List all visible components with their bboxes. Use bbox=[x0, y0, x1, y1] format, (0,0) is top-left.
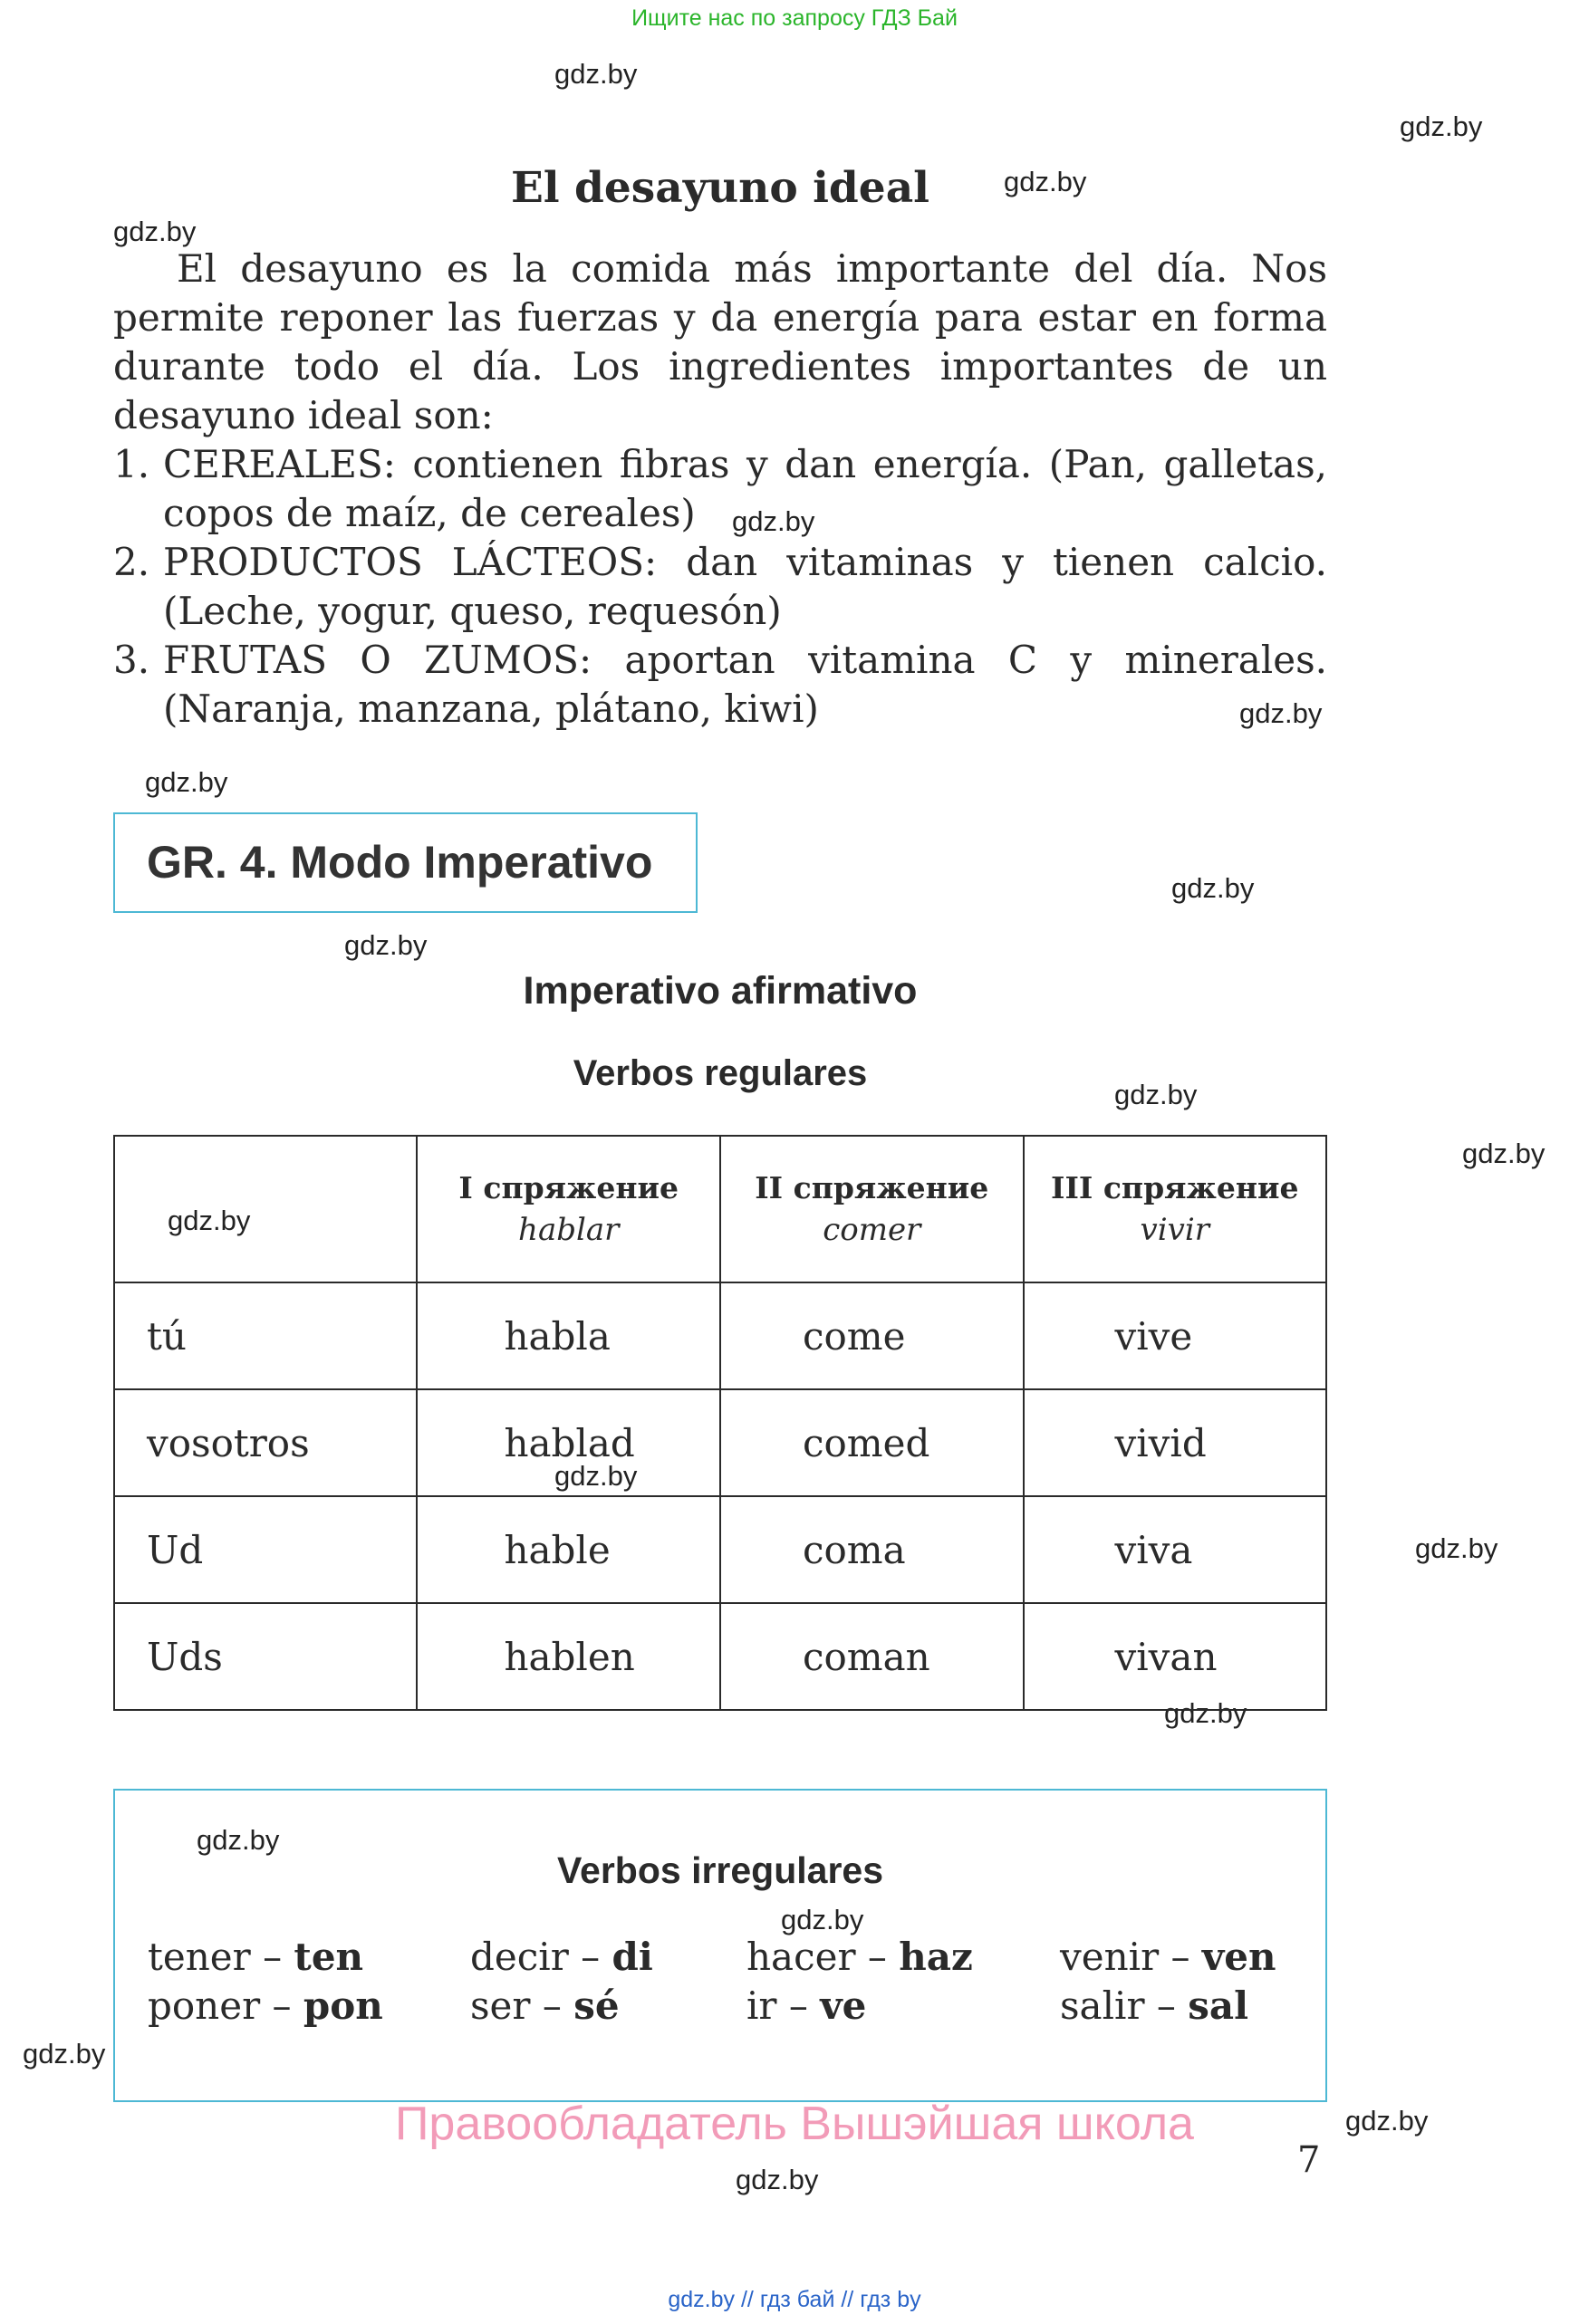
verb-form-cell: comed bbox=[720, 1389, 1024, 1496]
watermark: gdz.by bbox=[1239, 697, 1323, 729]
watermark: gdz.by bbox=[1164, 1697, 1247, 1729]
irregular-verb-pair: venir – ven bbox=[1060, 1935, 1276, 1979]
watermark: gdz.by bbox=[168, 1205, 251, 1236]
list-number: 1. bbox=[113, 442, 150, 486]
watermark: gdz.by bbox=[736, 2164, 819, 2195]
conjugation-label: I спряжение bbox=[458, 1170, 679, 1205]
irregular-verb-pair: tener – ten bbox=[148, 1935, 364, 1979]
list-text: CEREALES: contienen fibras y dan energía. (Pan, galletas, copos de maíz, de cereales) bbox=[163, 442, 1327, 535]
top-banner[interactable]: Ищите нас по запросу ГДЗ Бай bbox=[631, 5, 958, 31]
verb-form-cell: vive bbox=[1024, 1282, 1326, 1389]
grammar-section-box bbox=[113, 812, 698, 913]
watermark: gdz.by bbox=[781, 1904, 864, 1935]
list-number: 3. bbox=[113, 638, 150, 682]
infinitive: venir bbox=[1060, 1935, 1160, 1979]
irregular-verb-pair: poner – pon bbox=[148, 1983, 383, 2028]
list-text: FRUTAS O ZUMOS: aportan vitamina C y minerales. (Naranja, manzana, plátano, kiwi) bbox=[163, 638, 1327, 731]
infinitive: poner bbox=[148, 1983, 261, 2028]
imperative-subheading: Imperativo afirmativo bbox=[523, 969, 918, 1013]
watermark: gdz.by bbox=[1415, 1532, 1498, 1564]
irregular-verb-pair: salir – sal bbox=[1060, 1983, 1249, 2028]
verb-form-cell: hable bbox=[417, 1496, 720, 1603]
verb-form-cell: hablad bbox=[417, 1389, 720, 1496]
pronoun-cell: Ud bbox=[114, 1496, 417, 1603]
watermark: gdz.by bbox=[1004, 166, 1087, 197]
imperative-form: haz bbox=[899, 1935, 973, 1979]
list-number: 2. bbox=[113, 540, 150, 584]
table-header bbox=[720, 1136, 1024, 1282]
imperative-form: ve bbox=[820, 1983, 867, 2028]
conjugation-label: III спряжение bbox=[1051, 1170, 1299, 1205]
verb-form-cell: hablen bbox=[417, 1603, 720, 1710]
table-row bbox=[114, 1496, 1326, 1603]
verb-form-cell: viva bbox=[1024, 1496, 1326, 1603]
watermark: gdz.by bbox=[1114, 1079, 1198, 1110]
grammar-section-title: GR. 4. Modo Imperativo bbox=[147, 837, 653, 888]
watermark: gdz.by bbox=[1462, 1138, 1546, 1169]
infinitive: ser bbox=[470, 1983, 531, 2028]
watermark: gdz.by bbox=[1171, 872, 1255, 904]
watermark: gdz.by bbox=[344, 929, 428, 961]
list-item bbox=[113, 538, 1327, 636]
table-header bbox=[1024, 1136, 1326, 1282]
verb-form-cell: vivid bbox=[1024, 1389, 1326, 1496]
infinitive: decir bbox=[470, 1935, 569, 1979]
verb-form-cell: vivan bbox=[1024, 1603, 1326, 1710]
watermark: gdz.by bbox=[197, 1824, 280, 1856]
irregular-verb-pair: hacer – haz bbox=[746, 1935, 973, 1979]
verb-form-cell: coman bbox=[720, 1603, 1024, 1710]
intro-paragraph: El desayuno es la comida más importante del día. Nos permite reponer las fuerzas y da energía para estar en forma durante todo el día. Los ingredientes importantes de un desayuno ideal son: bbox=[113, 246, 1327, 437]
table-header-empty bbox=[114, 1136, 417, 1282]
imperative-form: sal bbox=[1188, 1983, 1249, 2028]
verb-form-cell: come bbox=[720, 1282, 1024, 1389]
pronoun-cell: tú bbox=[114, 1282, 417, 1389]
table-header-row bbox=[114, 1136, 1326, 1282]
regular-verbs-heading: Verbos regulares bbox=[573, 1053, 868, 1093]
infinitive: salir bbox=[1060, 1983, 1145, 2028]
imperative-form: di bbox=[612, 1935, 653, 1979]
imperative-form: ten bbox=[294, 1935, 364, 1979]
watermark: gdz.by bbox=[554, 58, 638, 90]
text-body bbox=[113, 245, 1327, 734]
pronoun-cell: Uds bbox=[114, 1603, 417, 1710]
infinitive-label: comer bbox=[823, 1212, 921, 1248]
infinitive: tener bbox=[148, 1935, 251, 1979]
list-item bbox=[113, 440, 1327, 538]
watermark: gdz.by bbox=[113, 216, 197, 247]
watermark: gdz.by bbox=[145, 766, 228, 798]
conjugation-label: II спряжение bbox=[755, 1170, 989, 1205]
irregular-verbs-heading: Verbos irregulares bbox=[556, 1849, 884, 1891]
imperative-form: ven bbox=[1201, 1935, 1276, 1979]
imperative-form: sé bbox=[573, 1983, 620, 2028]
watermark: gdz.by bbox=[732, 505, 815, 537]
page-title: El desayuno ideal bbox=[510, 163, 929, 213]
imperative-form: pon bbox=[303, 1983, 383, 2028]
pronoun-cell: vosotros bbox=[114, 1389, 417, 1496]
infinitive-label: vivir bbox=[1140, 1212, 1209, 1248]
footer-links[interactable]: gdz.by // гдз бай // гдз by bbox=[668, 2287, 921, 2312]
table-row bbox=[114, 1282, 1326, 1389]
irregular-verb-pair: decir – di bbox=[470, 1935, 653, 1979]
watermark: gdz.by bbox=[1400, 110, 1483, 142]
infinitive-label: hablar bbox=[518, 1212, 620, 1248]
conjugation-table bbox=[113, 1135, 1327, 1711]
table-header bbox=[417, 1136, 720, 1282]
list-item bbox=[113, 636, 1327, 734]
watermark: gdz.by bbox=[23, 2038, 106, 2070]
table-row bbox=[114, 1389, 1326, 1496]
verb-form-cell: habla bbox=[417, 1282, 720, 1389]
watermark: gdz.by bbox=[1345, 2105, 1429, 2137]
table-row bbox=[114, 1603, 1326, 1710]
page-number: 7 bbox=[1297, 2139, 1321, 2181]
irregular-verb-pair: ser – sé bbox=[470, 1983, 620, 2028]
infinitive: ir bbox=[746, 1983, 777, 2028]
verb-form-cell: coma bbox=[720, 1496, 1024, 1603]
irregular-verb-pair: ir – ve bbox=[746, 1983, 867, 2028]
infinitive: hacer bbox=[746, 1935, 856, 1979]
copyright-owner: Правообладатель Вышэйшая школа bbox=[395, 2098, 1194, 2150]
watermark: gdz.by bbox=[554, 1460, 638, 1492]
list-text: PRODUCTOS LÁCTEOS: dan vitaminas y tienen calcio. (Leche, yogur, queso, requesón) bbox=[163, 540, 1327, 633]
